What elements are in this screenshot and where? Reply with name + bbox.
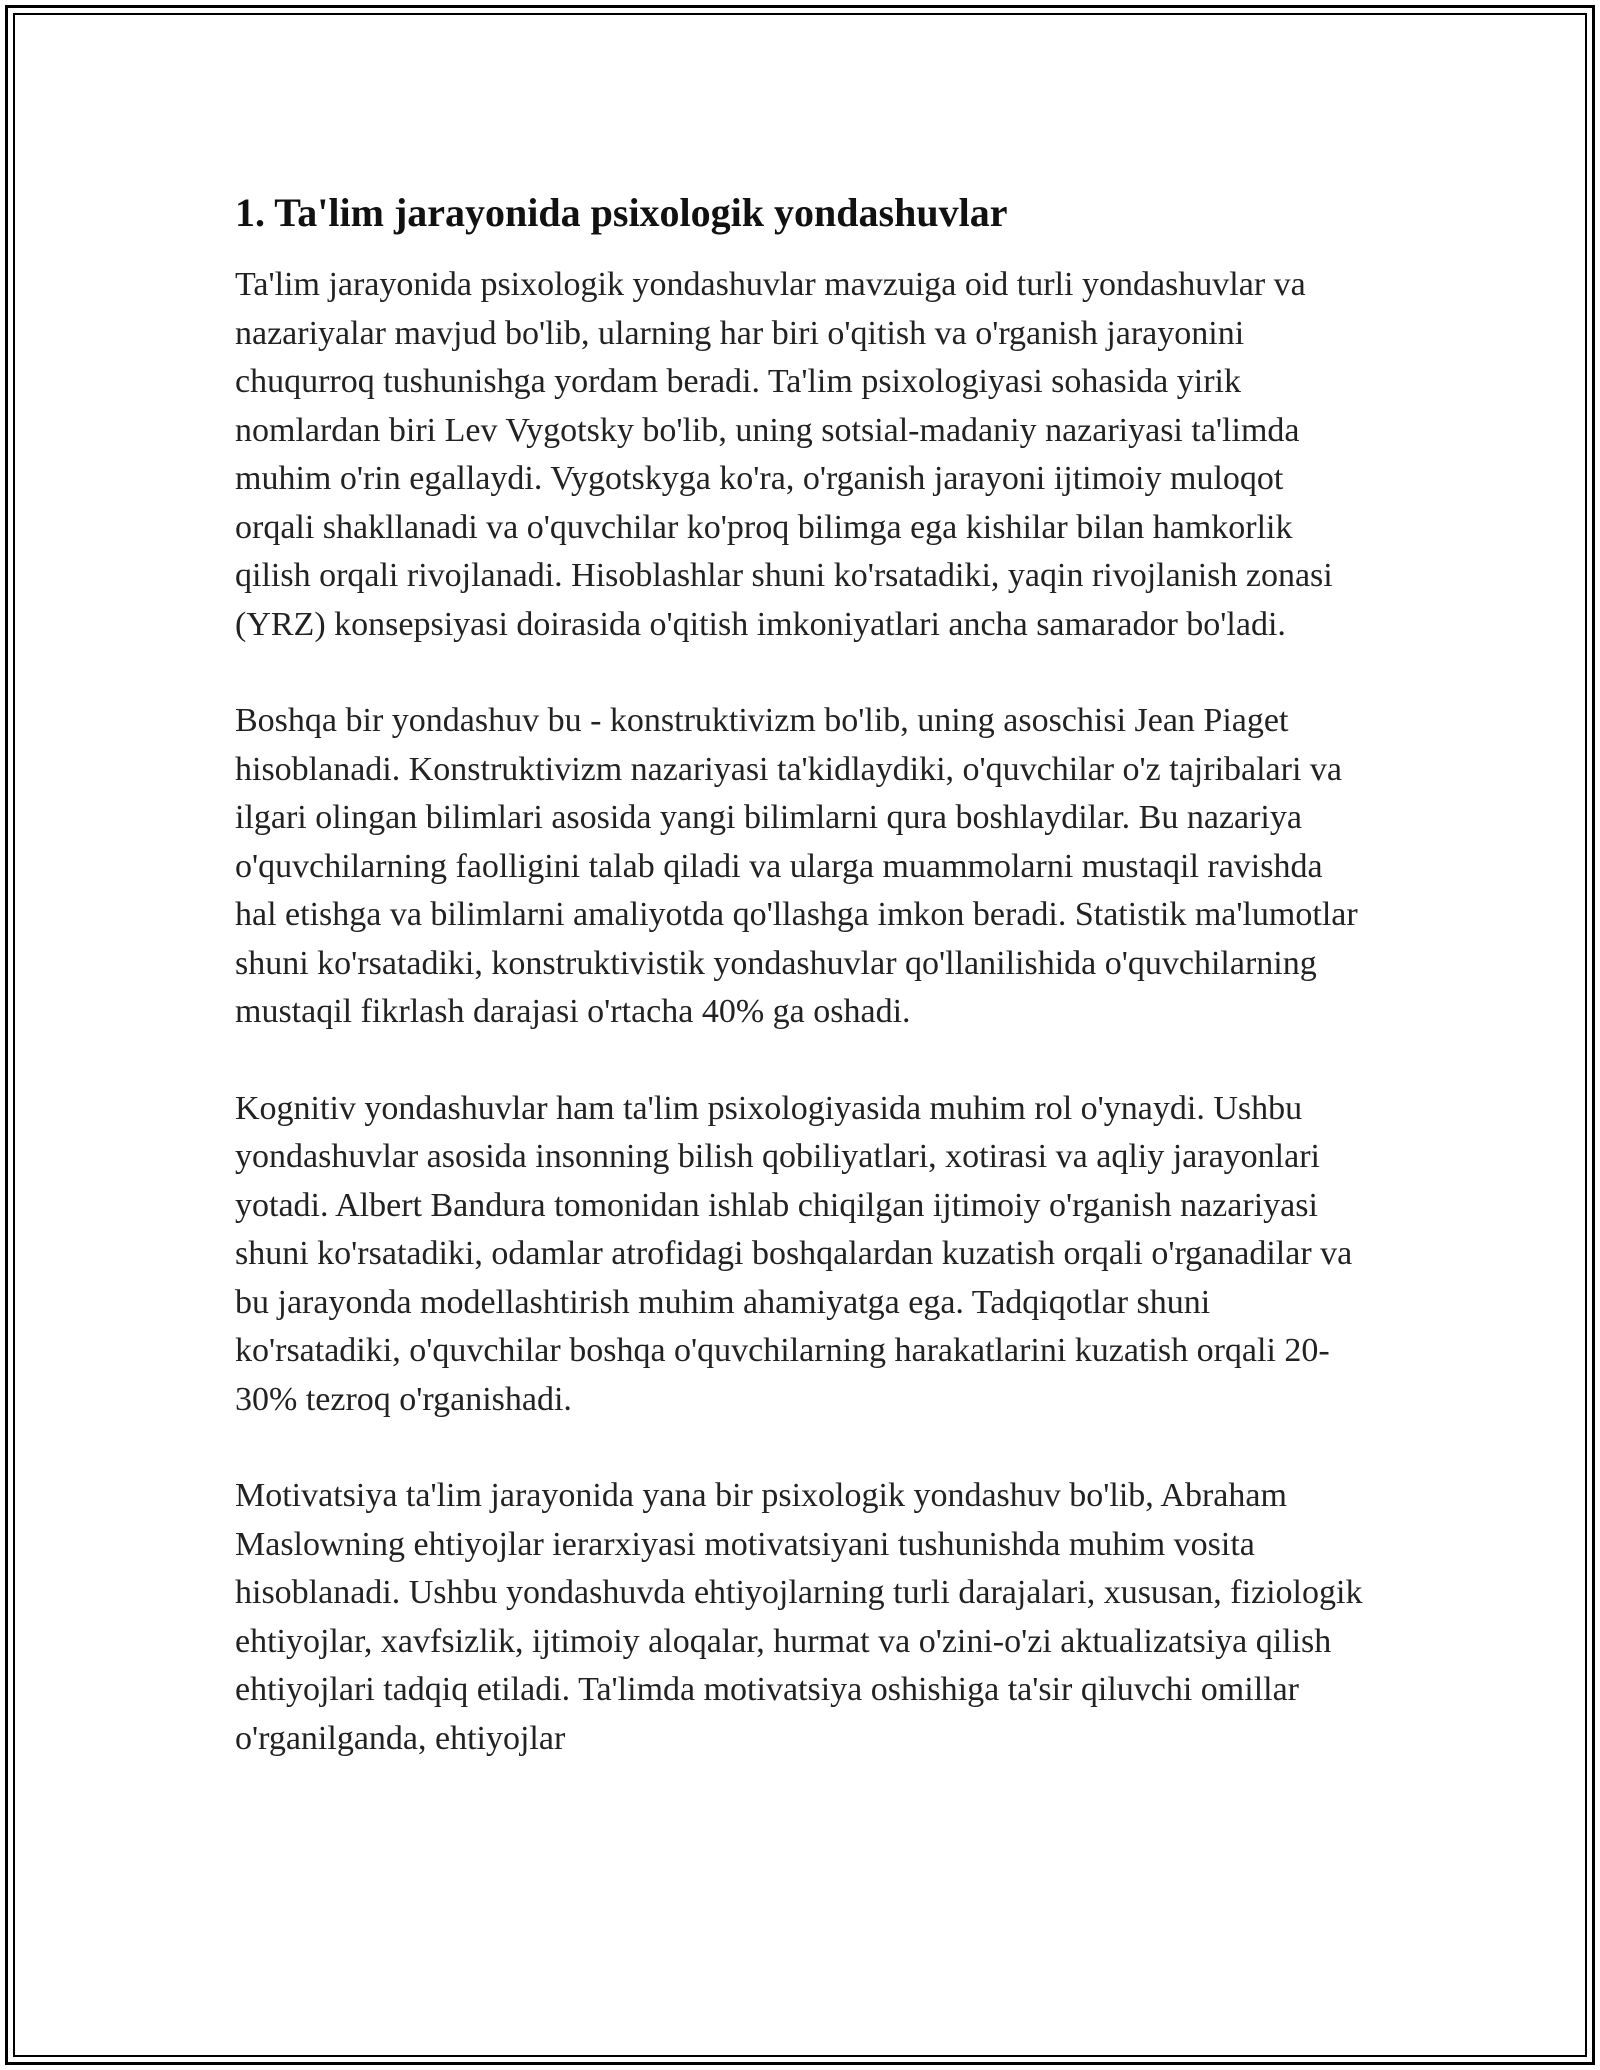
paragraph-cognitive: Kognitiv yondashuvlar ham ta'lim psixologiyasida muhim rol o'ynaydi. Ushbu yondashuvlar asosida insonning bilish qobiliyatlari, xotirasi va aqliy jarayonlari yotadi. Albert Bandura tomonidan ishlab chiqilgan ijtimoiy o'rganish nazariyasi shuni ko'rsatadiki, odamlar atrofidagi boshqalardan kuzatish orqali o'rganadilar va bu jarayonda modellashtirish muhim ahamiyatga ega. Tadqiqotlar shuni ko'rsatadiki, o'quvchilar boshqa o'quvchilarning harakatlarini kuzatish orqali 20-30% tezroq o'rganishadi. [235,1089,1353,1418]
document-body [235,185,1365,1763]
section-title: 1. Ta'lim jarayonida psixologik yondashuvlar [235,190,1008,235]
paragraph-constructivism: Boshqa bir yondashuv bu - konstruktivizm bo'lib, uning asoschisi Jean Piaget hisoblanadi. Konstruktivizm nazariyasi ta'kidlaydiki, o'quvchilar o'z tajribalari va ilgari olingan bilimlari asosida yangi bilimlarni qura boshlaydilar. Bu nazariya o'quvchilarning faolligini talab qiladi va ularga muammolarni mustaqil ravishda hal etishga va bilimlarni amaliyotda qo'llashga imkon beradi. Statistik ma'lumotlar shuni ko'rsatadiki, konstruktivistik yondashuvlar qo'llanilishida o'quvchilarning mustaqil fikrlash darajasi o'rtacha 40% ga oshadi. [235,702,1358,1030]
paragraph-vygotsky: Ta'lim jarayonida psixologik yondashuvlar mavzuiga oid turli yondashuvlar va nazariyalar mavjud bo'lib, ularning har biri o'qitish va o'rganish jarayonini chuqurroq tushunishga yordam beradi. Ta'lim psixologiyasi sohasida yirik nomlardan biri Lev Vygotsky bo'lib, uning sotsial-madaniy nazariyasi ta'limda muhim o'rin egallaydi. Vygotskyga ko'ra, o'rganish jarayoni ijtimoiy muloqot orqali shakllanadi va o'quvchilar ko'proq bilimga ega kishilar bilan hamkorlik qilish orqali rivojlanadi. Hisoblashlar shuni ko'rsatadiki, yaqin rivojlanish zonasi (YRZ) konsepsiyasi doirasida o'qitish imkoniyatlari ancha samarador bo'ladi. [235,266,1333,643]
paragraph-motivation: Motivatsiya ta'lim jarayonida yana bir psixologik yondashuv bo'lib, Abraham Maslowning ehtiyojlar ierarxiyasi motivatsiyani tushunishda muhim vosita hisoblanadi. Ushbu yondashuvda ehtiyojlarning turli darajalari, xususan, fiziologik ehtiyojlar, xavfsizlik, ijtimoiy aloqalar, hurmat va o'zini-o'zi aktualizatsiya qilish ehtiyojlari tadqiq etiladi. Ta'limda motivatsiya oshishiga ta'sir qiluvchi omillar o'rganilganda, ehtiyojlar [235,1477,1363,1757]
